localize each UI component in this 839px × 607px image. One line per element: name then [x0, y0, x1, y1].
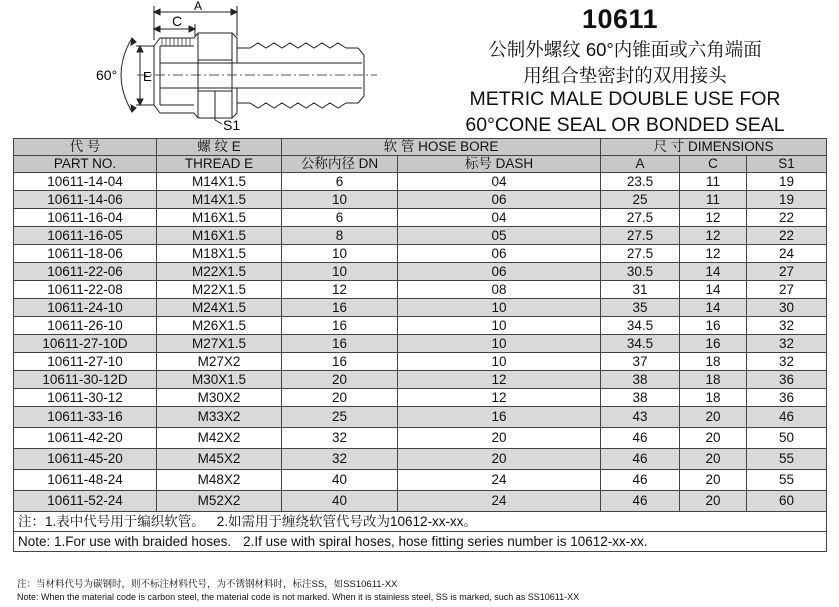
- cell-s1: 60: [747, 491, 827, 512]
- cell-a: 34.5: [601, 335, 680, 353]
- cell-c: 20: [680, 407, 747, 428]
- cell-part: 10611-16-05: [14, 227, 157, 245]
- cell-dn: 40: [282, 491, 398, 512]
- cell-part: 10611-52-24: [14, 491, 157, 512]
- cell-dash: 05: [398, 227, 601, 245]
- cell-dn: 16: [282, 353, 398, 371]
- cell-a: 27.5: [601, 227, 680, 245]
- cell-dash: 06: [398, 245, 601, 263]
- cell-part: 10611-24-10: [14, 299, 157, 317]
- cell-a: 46: [601, 449, 680, 470]
- header-dash: 标号 DASH: [398, 156, 601, 173]
- cell-a: 25: [601, 191, 680, 209]
- cell-dash: 12: [398, 389, 601, 407]
- header-dimensions: 尺 寸 DIMENSIONS: [601, 139, 827, 156]
- angle-label: 60°: [96, 67, 118, 83]
- cell-s1: 50: [747, 428, 827, 449]
- cell-a: 34.5: [601, 317, 680, 335]
- table-row: [14, 227, 827, 245]
- dim-a-label: A: [194, 0, 203, 13]
- cell-part: 10611-27-10: [14, 353, 157, 371]
- cell-c: 20: [680, 491, 747, 512]
- note-cn-2: 2.如需用于缠绕软管代号改为10612-xx-xx。: [216, 514, 478, 529]
- cell-dn: 6: [282, 209, 398, 227]
- cell-a: 23.5: [601, 173, 680, 191]
- cell-part: 10611-33-16: [14, 407, 157, 428]
- table-row: [14, 491, 827, 512]
- dim-c-label: C: [172, 13, 183, 29]
- cell-s1: 36: [747, 371, 827, 389]
- cell-thread: M22X1.5: [157, 281, 282, 299]
- cell-dash: 06: [398, 263, 601, 281]
- cell-thread: M30X1.5: [157, 371, 282, 389]
- cell-c: 12: [680, 209, 747, 227]
- table-row: [14, 173, 827, 191]
- cell-c: 16: [680, 335, 747, 353]
- cell-s1: 24: [747, 245, 827, 263]
- dim-e-label: E: [143, 69, 152, 84]
- cell-part: 10611-48-24: [14, 470, 157, 491]
- cell-thread: M16X1.5: [157, 209, 282, 227]
- cell-s1: 27: [747, 281, 827, 299]
- table-row: [14, 209, 827, 227]
- table-row: [14, 470, 827, 491]
- cell-a: 37: [601, 353, 680, 371]
- cell-s1: 19: [747, 173, 827, 191]
- cell-thread: M16X1.5: [157, 227, 282, 245]
- header-part-en: PART NO.: [14, 156, 157, 173]
- header-row-1: [14, 139, 827, 156]
- cell-a: 38: [601, 371, 680, 389]
- cell-part: 10611-30-12: [14, 389, 157, 407]
- cell-dn: 16: [282, 335, 398, 353]
- cell-s1: 22: [747, 227, 827, 245]
- cell-c: 12: [680, 245, 747, 263]
- header-part-cn: 代 号: [14, 139, 157, 156]
- cell-dash: 20: [398, 449, 601, 470]
- header-row-2: [14, 156, 827, 173]
- table-row: [14, 281, 827, 299]
- title-cn-line-1: 公制外螺纹 60°内锥面或六角端面: [488, 39, 762, 60]
- cell-c: 11: [680, 191, 747, 209]
- dim-s1-label: S1: [223, 117, 241, 133]
- cell-dash: 24: [398, 491, 601, 512]
- table-row: [14, 449, 827, 470]
- cell-dn: 20: [282, 389, 398, 407]
- cell-thread: M52X2: [157, 491, 282, 512]
- note-en-2: 2.If use with spiral hoses, hose fitting series number is 10612-xx-xx.: [243, 534, 648, 549]
- table-row: [14, 353, 827, 371]
- cell-s1: 27: [747, 263, 827, 281]
- cell-a: 31: [601, 281, 680, 299]
- table-row: [14, 407, 827, 428]
- note-en-1: Note: 1.For use with braided hoses.: [18, 534, 232, 549]
- cell-thread: M27X2: [157, 353, 282, 371]
- footer-note-en: Note: When the material code is carbon steel, the material code is not marked. When it is stainless steel, SS is marked, such as SS10611-XX: [17, 592, 580, 602]
- cell-s1: 30: [747, 299, 827, 317]
- cell-a: 27.5: [601, 245, 680, 263]
- cell-dn: 20: [282, 371, 398, 389]
- cell-thread: M30X2: [157, 389, 282, 407]
- cell-c: 14: [680, 281, 747, 299]
- cell-c: 18: [680, 371, 747, 389]
- table-row: [14, 428, 827, 449]
- fitting-drawing: [92, 0, 392, 135]
- cell-thread: M18X1.5: [157, 245, 282, 263]
- cell-thread: M14X1.5: [157, 191, 282, 209]
- header-hose-bore: 软 管 HOSE BORE: [282, 139, 601, 156]
- cell-dn: 8: [282, 227, 398, 245]
- cell-s1: 36: [747, 389, 827, 407]
- cell-thread: M48X2: [157, 470, 282, 491]
- header-dn: 公称内径 DN: [282, 156, 398, 173]
- cell-dn: 32: [282, 428, 398, 449]
- cell-dn: 32: [282, 449, 398, 470]
- cell-thread: M42X2: [157, 428, 282, 449]
- cell-dash: 04: [398, 173, 601, 191]
- table-row: [14, 317, 827, 335]
- header-c: C: [680, 156, 747, 173]
- cell-dn: 10: [282, 245, 398, 263]
- cell-dn: 10: [282, 263, 398, 281]
- cell-c: 20: [680, 449, 747, 470]
- cell-dash: 10: [398, 317, 601, 335]
- cell-s1: 19: [747, 191, 827, 209]
- footer-note-cn: 注：当材料代号为碳钢时，则不标注材料代号，为不锈钢材料时，标注SS，如SS10611-XX: [17, 579, 398, 590]
- cell-dash: 10: [398, 299, 601, 317]
- cell-part: 10611-22-08: [14, 281, 157, 299]
- note-row-en: [14, 532, 827, 552]
- cell-s1: 32: [747, 335, 827, 353]
- cell-a: 30.5: [601, 263, 680, 281]
- header-thread-cn: 螺 纹 E: [157, 139, 282, 156]
- cell-dn: 12: [282, 281, 398, 299]
- cell-dash: 24: [398, 470, 601, 491]
- cell-part: 10611-16-04: [14, 209, 157, 227]
- cell-part: 10611-22-06: [14, 263, 157, 281]
- cell-part: 10611-45-20: [14, 449, 157, 470]
- cell-c: 14: [680, 299, 747, 317]
- cell-c: 20: [680, 470, 747, 491]
- cell-dash: 06: [398, 191, 601, 209]
- table-row: [14, 191, 827, 209]
- cell-dash: 12: [398, 371, 601, 389]
- cell-dash: 10: [398, 353, 601, 371]
- cell-a: 27.5: [601, 209, 680, 227]
- cell-a: 46: [601, 428, 680, 449]
- cell-dn: 10: [282, 191, 398, 209]
- table-row: [14, 371, 827, 389]
- note-cn-1: 注：1.表中代号用于编织软管。: [18, 514, 205, 529]
- cell-dash: 04: [398, 209, 601, 227]
- cell-c: 16: [680, 317, 747, 335]
- table-row: [14, 299, 827, 317]
- cell-a: 38: [601, 389, 680, 407]
- cell-dn: 25: [282, 407, 398, 428]
- cell-thread: M33X2: [157, 407, 282, 428]
- cell-s1: 55: [747, 449, 827, 470]
- title-en-line-1: METRIC MALE DOUBLE USE FOR: [469, 88, 781, 110]
- cell-part: 10611-27-10D: [14, 335, 157, 353]
- cell-s1: 46: [747, 407, 827, 428]
- product-code-title: 10611: [581, 4, 659, 34]
- cell-c: 12: [680, 227, 747, 245]
- table-row: [14, 389, 827, 407]
- spec-table: [13, 138, 827, 552]
- cell-part: 10611-18-06: [14, 245, 157, 263]
- cell-c: 11: [680, 173, 747, 191]
- cell-c: 18: [680, 389, 747, 407]
- cell-dn: 6: [282, 173, 398, 191]
- cell-a: 35: [601, 299, 680, 317]
- cell-thread: M27X1.5: [157, 335, 282, 353]
- cell-s1: 32: [747, 317, 827, 335]
- cell-s1: 55: [747, 470, 827, 491]
- header-thread-en: THREAD E: [157, 156, 282, 173]
- title-cn-line-2: 用组合垫密封的双用接头: [523, 65, 727, 86]
- cell-part: 10611-42-20: [14, 428, 157, 449]
- cell-dash: 08: [398, 281, 601, 299]
- cell-part: 10611-30-12D: [14, 371, 157, 389]
- note-row-cn: [14, 512, 827, 532]
- cell-dash: 20: [398, 428, 601, 449]
- cell-s1: 32: [747, 353, 827, 371]
- table-row: [14, 245, 827, 263]
- title-en-line-2: 60°CONE SEAL OR BONDED SEAL: [465, 114, 785, 136]
- cell-thread: M22X1.5: [157, 263, 282, 281]
- cell-c: 20: [680, 428, 747, 449]
- cell-thread: M14X1.5: [157, 173, 282, 191]
- cell-dn: 16: [282, 299, 398, 317]
- cell-a: 46: [601, 491, 680, 512]
- cell-a: 43: [601, 407, 680, 428]
- cell-dn: 40: [282, 470, 398, 491]
- table-row: [14, 263, 827, 281]
- cell-thread: M45X2: [157, 449, 282, 470]
- cell-thread: M26X1.5: [157, 317, 282, 335]
- table-row: [14, 335, 827, 353]
- cell-part: 10611-26-10: [14, 317, 157, 335]
- cell-c: 14: [680, 263, 747, 281]
- cell-dn: 16: [282, 317, 398, 335]
- header-s1: S1: [747, 156, 827, 173]
- cell-part: 10611-14-06: [14, 191, 157, 209]
- cell-c: 18: [680, 353, 747, 371]
- cell-thread: M24X1.5: [157, 299, 282, 317]
- header-a: A: [601, 156, 680, 173]
- cell-dash: 10: [398, 335, 601, 353]
- cell-s1: 22: [747, 209, 827, 227]
- cell-a: 46: [601, 470, 680, 491]
- cell-part: 10611-14-04: [14, 173, 157, 191]
- cell-dash: 16: [398, 407, 601, 428]
